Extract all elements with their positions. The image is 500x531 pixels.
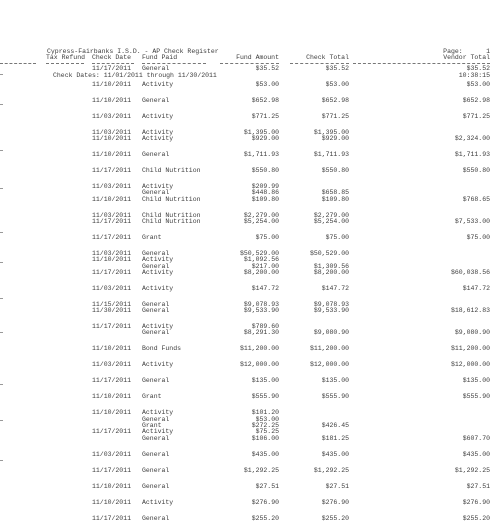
fund-amount: $2,279.00 (243, 211, 279, 219)
fund-amount: $8,200.00 (243, 268, 279, 276)
check-total: $9,078.93 (313, 300, 349, 308)
fund-amount: $11,200.00 (239, 345, 279, 353)
register-entry (0, 452, 500, 458)
check-date: 11/17/2011 (92, 268, 132, 276)
register-line (0, 378, 500, 384)
check-date: 11/03/2011 (92, 361, 132, 369)
register-line (0, 219, 500, 225)
fund-amount: $109.80 (251, 195, 279, 203)
fund-amount: $8,291.30 (243, 329, 279, 337)
fund-amount: $555.90 (251, 393, 279, 401)
check-date: 11/10/2011 (92, 80, 132, 88)
check-total: $1,395.00 (313, 128, 349, 136)
vendor-total: $255.20 (462, 514, 490, 522)
fund-paid: General (142, 482, 170, 490)
vendor-total: $18,612.83 (450, 307, 490, 315)
vendor-total: $550.80 (462, 167, 490, 175)
report-time: 10:38:15 (458, 72, 490, 79)
check-date: 11/10/2011 (92, 345, 132, 353)
check-total: $11,200.00 (309, 345, 349, 353)
page-label: Page: (443, 48, 463, 55)
check-total: $35.52 (325, 65, 349, 72)
fund-amount: $435.00 (251, 450, 279, 458)
fund-amount: $53.00 (255, 80, 279, 88)
fund-paid: General (142, 450, 170, 458)
register-line (0, 516, 500, 522)
fund-paid: Bond Funds (142, 345, 182, 353)
fund-paid: Activity (142, 128, 174, 136)
fund-paid: Activity (142, 361, 174, 369)
register-line (0, 362, 500, 368)
fund-amount: $9,078.93 (243, 300, 279, 308)
fund-amount: $255.20 (251, 514, 279, 522)
col-fund-paid: Fund Paid (142, 54, 178, 61)
fund-paid: General (142, 262, 170, 270)
vendor-total: $135.00 (462, 377, 490, 385)
check-date: 11/10/2011 (92, 256, 132, 264)
fund-amount: $272.25 (251, 421, 279, 429)
fund-paid: General (142, 96, 170, 104)
register-line (0, 114, 500, 120)
check-date: 11/17/2011 (92, 65, 132, 72)
col-fund-amount: Fund Amount (236, 54, 279, 61)
col-vendor-total: Vendor Total (443, 54, 490, 61)
check-date: 11/10/2011 (92, 498, 132, 506)
fund-paid: General (142, 250, 170, 258)
register-entry (0, 302, 500, 315)
fund-paid: General (142, 307, 170, 315)
register-entry (0, 500, 500, 506)
fund-paid: Grant (142, 393, 162, 401)
check-total: $255.20 (321, 514, 349, 522)
fund-amount: $75.25 (255, 428, 279, 436)
register-entry (0, 235, 500, 241)
check-total: $1,292.25 (313, 466, 349, 474)
register-line (0, 286, 500, 292)
register-entry (0, 66, 500, 72)
check-total: $276.90 (321, 498, 349, 506)
fund-amount: $53.00 (255, 415, 279, 423)
fund-paid: Child Nutrition (142, 211, 201, 219)
register-entry (0, 362, 500, 368)
check-total: $1,711.93 (313, 151, 349, 159)
check-date: 11/15/2011 (92, 300, 132, 308)
fund-amount: $789.60 (251, 323, 279, 331)
check-total: $27.51 (325, 482, 349, 490)
register-entry (0, 324, 500, 337)
fund-paid: Activity (142, 135, 174, 143)
fund-amount: $1,711.93 (243, 151, 279, 159)
check-date: 11/10/2011 (92, 96, 132, 104)
fund-paid: Grant (142, 234, 162, 242)
fund-amount: $929.00 (251, 135, 279, 143)
check-date: 11/30/2011 (92, 307, 132, 315)
col-tax-refund: Tax Refund (46, 54, 86, 61)
register-entry (0, 346, 500, 352)
vendor-total: $60,038.56 (450, 268, 490, 276)
check-total: $929.00 (321, 135, 349, 143)
fund-amount: $27.51 (255, 482, 279, 490)
check-total: $50,529.00 (309, 250, 349, 258)
check-date: 11/17/2011 (92, 428, 132, 436)
register-line (0, 270, 500, 276)
register-line (0, 346, 500, 352)
check-date: 11/17/2011 (92, 377, 132, 385)
check-total: $53.00 (325, 80, 349, 88)
check-date: 11/03/2011 (92, 284, 132, 292)
fund-amount: $652.98 (251, 96, 279, 104)
vendor-total: $35.52 (466, 65, 490, 72)
check-total: $426.45 (321, 421, 349, 429)
vendor-total: $768.65 (462, 195, 490, 203)
register-rows (0, 66, 500, 531)
check-date: 11/10/2011 (92, 151, 132, 159)
vendor-total: $771.25 (462, 112, 490, 120)
vendor-total: $607.70 (462, 434, 490, 442)
fund-amount: $217.00 (251, 262, 279, 270)
register-entry (0, 213, 500, 226)
col-check-total: Check Total (306, 54, 349, 61)
fund-paid: Grant (142, 421, 162, 429)
register-entry (0, 516, 500, 522)
check-date: 11/17/2011 (92, 167, 132, 175)
vendor-total: $27.51 (466, 482, 490, 490)
fund-amount: $9,533.90 (243, 307, 279, 315)
check-total: $135.00 (321, 377, 349, 385)
vendor-total: $555.90 (462, 393, 490, 401)
register-entry (0, 98, 500, 104)
check-total: $8,200.00 (313, 268, 349, 276)
register-entry (0, 251, 500, 276)
check-total: $435.00 (321, 450, 349, 458)
vendor-total: $435.00 (462, 450, 490, 458)
register-line (0, 308, 500, 314)
register-line (0, 98, 500, 104)
register-line (0, 168, 500, 174)
fund-amount: $1,395.00 (243, 128, 279, 136)
register-entry (0, 168, 500, 174)
check-total: $5,254.00 (313, 218, 349, 226)
register-line (0, 197, 500, 203)
fund-amount: $5,254.00 (243, 218, 279, 226)
register-line (0, 436, 500, 442)
vendor-total: $1,292.25 (454, 466, 490, 474)
report-title: Cypress-Fairbanks I.S.D. - AP Check Register (47, 48, 219, 55)
register-line (0, 152, 500, 158)
vendor-total: $75.00 (466, 234, 490, 242)
fund-amount: $50,529.00 (239, 250, 279, 258)
vendor-total: $276.90 (462, 498, 490, 506)
register-entry (0, 378, 500, 384)
register-line (0, 66, 500, 72)
fund-amount: $12,000.00 (239, 361, 279, 369)
register-entry (0, 394, 500, 400)
fund-paid: General (142, 434, 170, 442)
check-date: 11/03/2011 (92, 250, 132, 258)
fund-amount: $101.20 (251, 409, 279, 417)
fund-paid: Activity (142, 323, 174, 331)
fund-paid: General (142, 189, 170, 197)
page-number: 1 (486, 48, 490, 55)
fund-amount: $1,092.56 (243, 256, 279, 264)
fund-amount: $106.00 (251, 434, 279, 442)
vendor-total: $7,533.00 (454, 218, 490, 226)
fund-paid: Child Nutrition (142, 167, 201, 175)
check-date: 11/03/2011 (92, 183, 132, 191)
check-date: 11/17/2011 (92, 218, 132, 226)
check-total: $147.72 (321, 284, 349, 292)
fund-paid: General (142, 377, 170, 385)
check-date: 11/03/2011 (92, 450, 132, 458)
fund-paid: Activity (142, 183, 174, 191)
fund-amount: $135.00 (251, 377, 279, 385)
fund-paid: General (142, 466, 170, 474)
fund-amount: $35.52 (255, 65, 279, 72)
check-total: $75.00 (325, 234, 349, 242)
register-entry (0, 130, 500, 143)
fund-amount: $147.72 (251, 284, 279, 292)
check-date: 11/10/2011 (92, 135, 132, 143)
check-date: 11/10/2011 (92, 409, 132, 417)
check-total: $9,080.90 (313, 329, 349, 337)
fund-paid: Activity (142, 409, 174, 417)
fund-paid: Child Nutrition (142, 195, 201, 203)
vendor-total: $53.00 (466, 80, 490, 88)
fund-paid: Activity (142, 268, 174, 276)
register-entry (0, 286, 500, 292)
check-date: 11/03/2011 (92, 128, 132, 136)
check-date: 11/10/2011 (92, 393, 132, 401)
check-date: 11/03/2011 (92, 112, 132, 120)
register-entry (0, 184, 500, 203)
col-check-date: Check Date (92, 54, 132, 61)
check-total: $12,000.00 (309, 361, 349, 369)
check-total: $550.80 (321, 167, 349, 175)
fund-paid: Activity (142, 256, 174, 264)
register-entry (0, 468, 500, 474)
register-entry (0, 152, 500, 158)
vendor-total: $147.72 (462, 284, 490, 292)
fund-paid: Activity (142, 112, 174, 120)
check-total: $109.80 (321, 195, 349, 203)
register-entry (0, 410, 500, 441)
fund-amount: $550.80 (251, 167, 279, 175)
vendor-total: $2,324.00 (454, 135, 490, 143)
register-entry (0, 82, 500, 88)
fund-paid: Activity (142, 80, 174, 88)
check-total: $771.25 (321, 112, 349, 120)
check-date: 11/03/2011 (92, 211, 132, 219)
check-date: 11/10/2011 (92, 195, 132, 203)
fund-paid: Activity (142, 284, 174, 292)
fund-paid: General (142, 300, 170, 308)
register-line (0, 452, 500, 458)
register-entry (0, 484, 500, 490)
fund-paid: General (142, 329, 170, 337)
fund-amount: $771.25 (251, 112, 279, 120)
fund-paid: Activity (142, 428, 174, 436)
fund-paid: General (142, 151, 170, 159)
check-total: $1,309.56 (313, 262, 349, 270)
register-line (0, 500, 500, 506)
register-line (0, 468, 500, 474)
fund-paid: General (142, 514, 170, 522)
fund-amount: $75.00 (255, 234, 279, 242)
fund-amount: $1,292.25 (243, 466, 279, 474)
vendor-total: $1,711.93 (454, 151, 490, 159)
vendor-total: $11,200.00 (450, 345, 490, 353)
fund-paid: Child Nutrition (142, 218, 201, 226)
register-line (0, 394, 500, 400)
vendor-total: $9,080.90 (454, 329, 490, 337)
register-line (0, 235, 500, 241)
vendor-total: $12,000.00 (450, 361, 490, 369)
check-date-range: Check Dates: 11/01/2011 through 11/30/2011 (53, 72, 217, 79)
fund-amount: $209.99 (251, 183, 279, 191)
check-date: 11/17/2011 (92, 234, 132, 242)
check-total: $9,533.90 (313, 307, 349, 315)
check-date: 11/17/2011 (92, 514, 132, 522)
check-total: $555.90 (321, 393, 349, 401)
check-date: 11/17/2011 (92, 323, 132, 331)
check-total: $658.85 (321, 189, 349, 197)
register-entry (0, 114, 500, 120)
column-underlines (0, 61, 500, 65)
check-total: $652.98 (321, 96, 349, 104)
register-line (0, 484, 500, 490)
fund-paid: General (142, 65, 170, 72)
register-line (0, 136, 500, 142)
fund-amount: $448.86 (251, 189, 279, 197)
fund-paid: General (142, 415, 170, 423)
vendor-total: $652.98 (462, 96, 490, 104)
register-line (0, 330, 500, 336)
check-date: 11/10/2011 (92, 482, 132, 490)
register-line (0, 82, 500, 88)
fund-paid: Activity (142, 498, 174, 506)
fund-amount: $276.90 (251, 498, 279, 506)
check-total: $2,279.00 (313, 211, 349, 219)
check-total: $181.25 (321, 434, 349, 442)
check-date: 11/17/2011 (92, 466, 132, 474)
